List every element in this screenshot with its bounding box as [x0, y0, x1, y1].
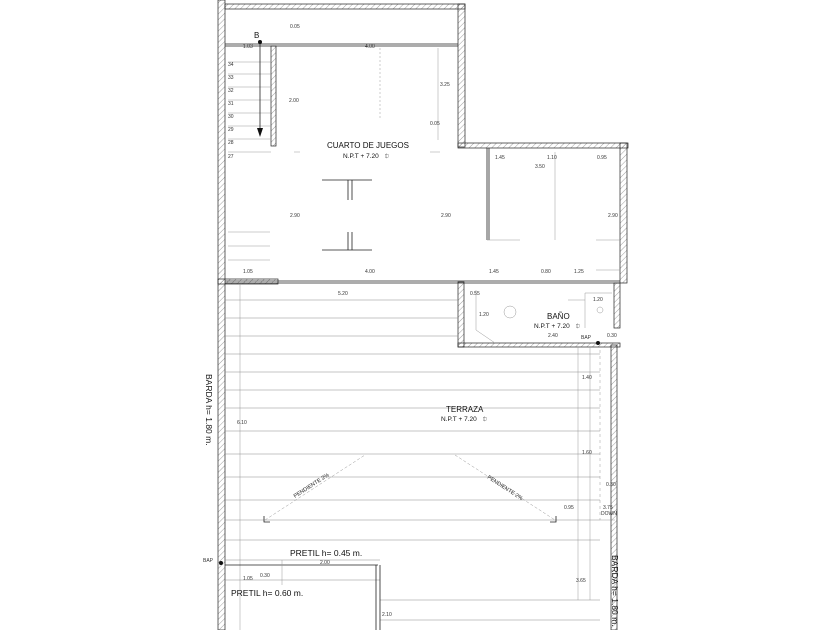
- room-labels: [327, 141, 581, 423]
- slope-left: PENDIENTE 2%: [292, 472, 331, 500]
- room-terraza-name: TERRAZA: [446, 405, 484, 414]
- dim-label: 1.45: [489, 269, 499, 275]
- dim-label: DOWN: [601, 511, 617, 517]
- dim-label: 0.55: [470, 291, 480, 297]
- stair-step-4: 31: [228, 101, 234, 107]
- stair-wall: [271, 46, 276, 146]
- stair-step-7: 28: [228, 140, 234, 146]
- room-cuarto-npt: N.P.T + 7.20: [343, 153, 379, 160]
- cuarto-right-wall: [458, 4, 465, 147]
- stair-step-6: 29: [228, 127, 234, 133]
- bath-right-wall: [614, 283, 620, 328]
- room-terraza-npt: N.P.T + 7.20: [441, 416, 477, 423]
- left-wall: [218, 0, 225, 630]
- dim-label: 1.05: [243, 269, 253, 275]
- dim-label: 2.10: [382, 612, 392, 618]
- dim-label: 4.00: [365, 44, 375, 50]
- room-cuarto-name: CUARTO DE JUEGOS: [327, 141, 409, 150]
- bap-left-label: BAP: [203, 558, 214, 564]
- dim-label: 2.00: [320, 560, 330, 566]
- dim-label: 3.25: [440, 82, 450, 88]
- level-marker-icon: ⯐: [482, 416, 488, 423]
- stair-step-5: 30: [228, 114, 234, 120]
- dim-label: 3.65: [576, 578, 586, 584]
- dim-label: 4.00: [365, 269, 375, 275]
- bath-bottom-wall: [458, 343, 620, 347]
- dim-label: 2.90: [608, 213, 618, 219]
- pretil-045-note: PRETIL h= 0.45 m.: [290, 548, 363, 558]
- dim-label: 6.10: [237, 420, 247, 426]
- dim-label: 5.20: [338, 291, 348, 297]
- dim-label: 3.75: [603, 505, 613, 511]
- dim-label: 0.30: [607, 333, 617, 339]
- top-wall: [225, 4, 465, 9]
- annex-top-wall: [458, 143, 628, 148]
- dim-label: 1.20: [593, 297, 603, 303]
- dim-label: 0.95: [597, 155, 607, 161]
- dim-label: 2.90: [441, 213, 451, 219]
- room-bano-npt: N.P.T + 7.20: [534, 323, 570, 330]
- bap-bath-label: BAP: [581, 335, 592, 341]
- stair-step-3: 32: [228, 88, 234, 94]
- dim-label: 2.40: [548, 333, 558, 339]
- dim-label: 1.03: [243, 44, 253, 50]
- dim-label: 3.50: [535, 164, 545, 170]
- annex-right-wall: [620, 143, 627, 283]
- dimensions: [237, 24, 618, 618]
- interior-lines: [225, 44, 620, 343]
- dim-label: 2.00: [289, 98, 299, 104]
- stair-step-1: 34: [228, 62, 234, 68]
- stairs: [228, 31, 271, 160]
- stair-step-2: 33: [228, 75, 234, 81]
- dim-label: 2.90: [290, 213, 300, 219]
- dim-label: 1.25: [574, 269, 584, 275]
- dim-label: 1.40: [582, 375, 592, 381]
- section-mark: B: [254, 31, 260, 40]
- dim-label: 1.60: [582, 450, 592, 456]
- level-marker-icon: ⯐: [384, 153, 390, 160]
- dim-label: 1.45: [495, 155, 505, 161]
- dim-label: 0.80: [541, 269, 551, 275]
- dim-label: 0.05: [290, 24, 300, 30]
- dim-label: 1.20: [479, 312, 489, 318]
- dim-label: 1.05: [243, 576, 253, 582]
- pretil-060-note: PRETIL h= 0.60 m.: [231, 588, 304, 598]
- level-marker-icon: ⯐: [575, 323, 581, 330]
- barda-left-note: BARDA h= 1.80 m.: [204, 374, 214, 446]
- stair-step-8: 27: [228, 154, 234, 160]
- dim-label: 0.05: [430, 121, 440, 127]
- room-bano-name: BAÑO: [547, 312, 570, 321]
- notes: [203, 335, 620, 627]
- barda-right-note: BARDA h= 1.80 m.: [610, 555, 620, 627]
- bath-left-wall: [458, 282, 464, 347]
- dim-label: 0.30: [606, 482, 616, 488]
- dim-label: 0.95: [564, 505, 574, 511]
- dim-label: 0.30: [260, 573, 270, 579]
- dim-label: 1.10: [547, 155, 557, 161]
- slope-right: PENDIENTE 2%: [485, 474, 524, 502]
